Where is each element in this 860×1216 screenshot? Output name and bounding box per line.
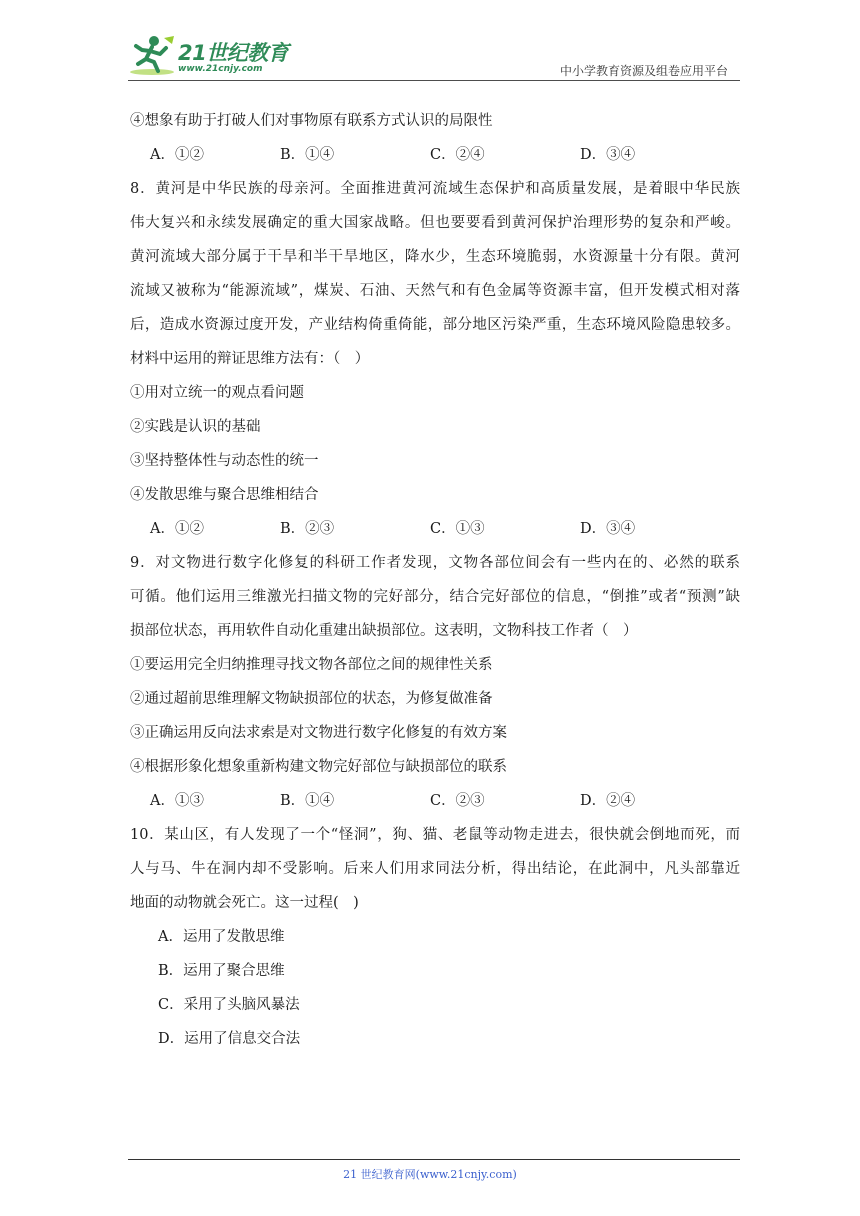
q9-statement: ①要运用完全归纳推理寻找文物各部位之间的规律性关系 bbox=[130, 657, 493, 673]
q10-stem-line: 10．某山区，有人发现了一个“怪洞”，狗、猫、老鼠等动物走进去，很快就会倒地而死，而 bbox=[130, 827, 740, 843]
q8-stem-line: 材料中运用的辩证思维方法有：（ ） bbox=[130, 351, 370, 367]
q9-options bbox=[130, 784, 740, 818]
q8-option-d[interactable]: D．③④ bbox=[580, 521, 636, 537]
q7-statement-4: ④想象有助于打破人们对事物原有联系方式认识的局限性 bbox=[130, 113, 493, 129]
q9-statement: ④根据形象化想象重新构建文物完好部位与缺损部位的联系 bbox=[130, 759, 507, 775]
q8-options bbox=[130, 512, 740, 546]
q9-statement: ②通过超前思维理解文物缺损部位的状态，为修复做准备 bbox=[130, 691, 493, 707]
q9-stem-line: 可循。他们运用三维激光扫描文物的完好部分，结合完好部位的信息，“倒推”或者“预测”缺 bbox=[130, 589, 740, 605]
q10-option-a[interactable]: A．运用了发散思维 bbox=[158, 929, 285, 945]
q9-stem-line: 损部位状态，再用软件自动化重建出缺损部位。这表明，文物科技工作者（ ） bbox=[130, 623, 638, 639]
q8-statement: ①用对立统一的观点看问题 bbox=[130, 385, 304, 401]
q9-stem-line: 9．对文物进行数字化修复的科研工作者发现，文物各部位间会有一些内在的、必然的联系 bbox=[130, 555, 740, 571]
q10-option-b[interactable]: B．运用了聚合思维 bbox=[158, 963, 285, 979]
q8-option-b[interactable]: B．②③ bbox=[280, 521, 335, 537]
q7-option-c[interactable]: C．②④ bbox=[430, 147, 485, 163]
q9-option-b[interactable]: B．①④ bbox=[280, 793, 335, 809]
site-logo[interactable] bbox=[128, 34, 298, 78]
q8-stem-line: 流域又被称为“能源流域”，煤炭、石油、天然气和有色金属等资源丰富，但开发模式相对落 bbox=[130, 283, 740, 299]
q7-option-b[interactable]: B．①④ bbox=[280, 147, 335, 163]
q9-option-a[interactable]: A．①③ bbox=[150, 793, 204, 809]
page-header bbox=[128, 30, 740, 80]
logo-url: www.21cnjy.com bbox=[178, 64, 263, 74]
q10-option-d[interactable]: D．运用了信息交合法 bbox=[158, 1031, 301, 1047]
q8-statement: ④发散思维与聚合思维相结合 bbox=[130, 487, 319, 503]
q7-option-a[interactable]: A．①② bbox=[150, 147, 204, 163]
footer-link[interactable]: 21 世纪教育网(www.21cnjy.com) bbox=[343, 1168, 517, 1181]
q9-option-d[interactable]: D．②④ bbox=[580, 793, 636, 809]
q8-statement: ③坚持整体性与动态性的统一 bbox=[130, 453, 319, 469]
platform-name: 中小学教育资源及组卷应用平台 bbox=[559, 64, 728, 78]
running-figure-icon bbox=[128, 34, 176, 78]
q8-stem-line: 8．黄河是中华民族的母亲河。全面推进黄河流域生态保护和高质量发展，是着眼中华民族 bbox=[130, 181, 740, 197]
q10-stem-line: 人与马、牛在洞内却不受影响。后来人们用求同法分析，得出结论，在此洞中，凡头部靠近 bbox=[130, 861, 740, 877]
q8-statement: ②实践是认识的基础 bbox=[130, 419, 261, 435]
q8-stem-line: 后，造成水资源过度开发，产业结构倚重倚能，部分地区污染严重，生态环境风险隐患较多。 bbox=[130, 317, 740, 333]
q9-statement: ③正确运用反向法求索是对文物进行数字化修复的有效方案 bbox=[130, 725, 507, 741]
footer-divider bbox=[128, 1159, 740, 1160]
q10-option-c[interactable]: C．采用了头脑风暴法 bbox=[158, 997, 300, 1013]
question-content bbox=[130, 104, 740, 1056]
q10-stem-line: 地面的动物就会死亡。这一过程( ) bbox=[130, 895, 359, 911]
q7-option-d[interactable]: D．③④ bbox=[580, 147, 636, 163]
q7-options bbox=[130, 138, 740, 172]
logo-title: 21世纪教育 bbox=[178, 41, 289, 65]
q8-option-c[interactable]: C．①③ bbox=[430, 521, 485, 537]
q8-stem-line: 黄河流域大部分属于干旱和半干旱地区，降水少，生态环境脆弱，水资源量十分有限。黄河 bbox=[130, 249, 740, 265]
q8-stem-line: 伟大复兴和永续发展确定的重大国家战略。但也要要看到黄河保护治理形势的复杂和严峻。 bbox=[130, 215, 740, 231]
header-divider bbox=[128, 80, 740, 81]
q8-option-a[interactable]: A．①② bbox=[150, 521, 204, 537]
q9-option-c[interactable]: C．②③ bbox=[430, 793, 485, 809]
